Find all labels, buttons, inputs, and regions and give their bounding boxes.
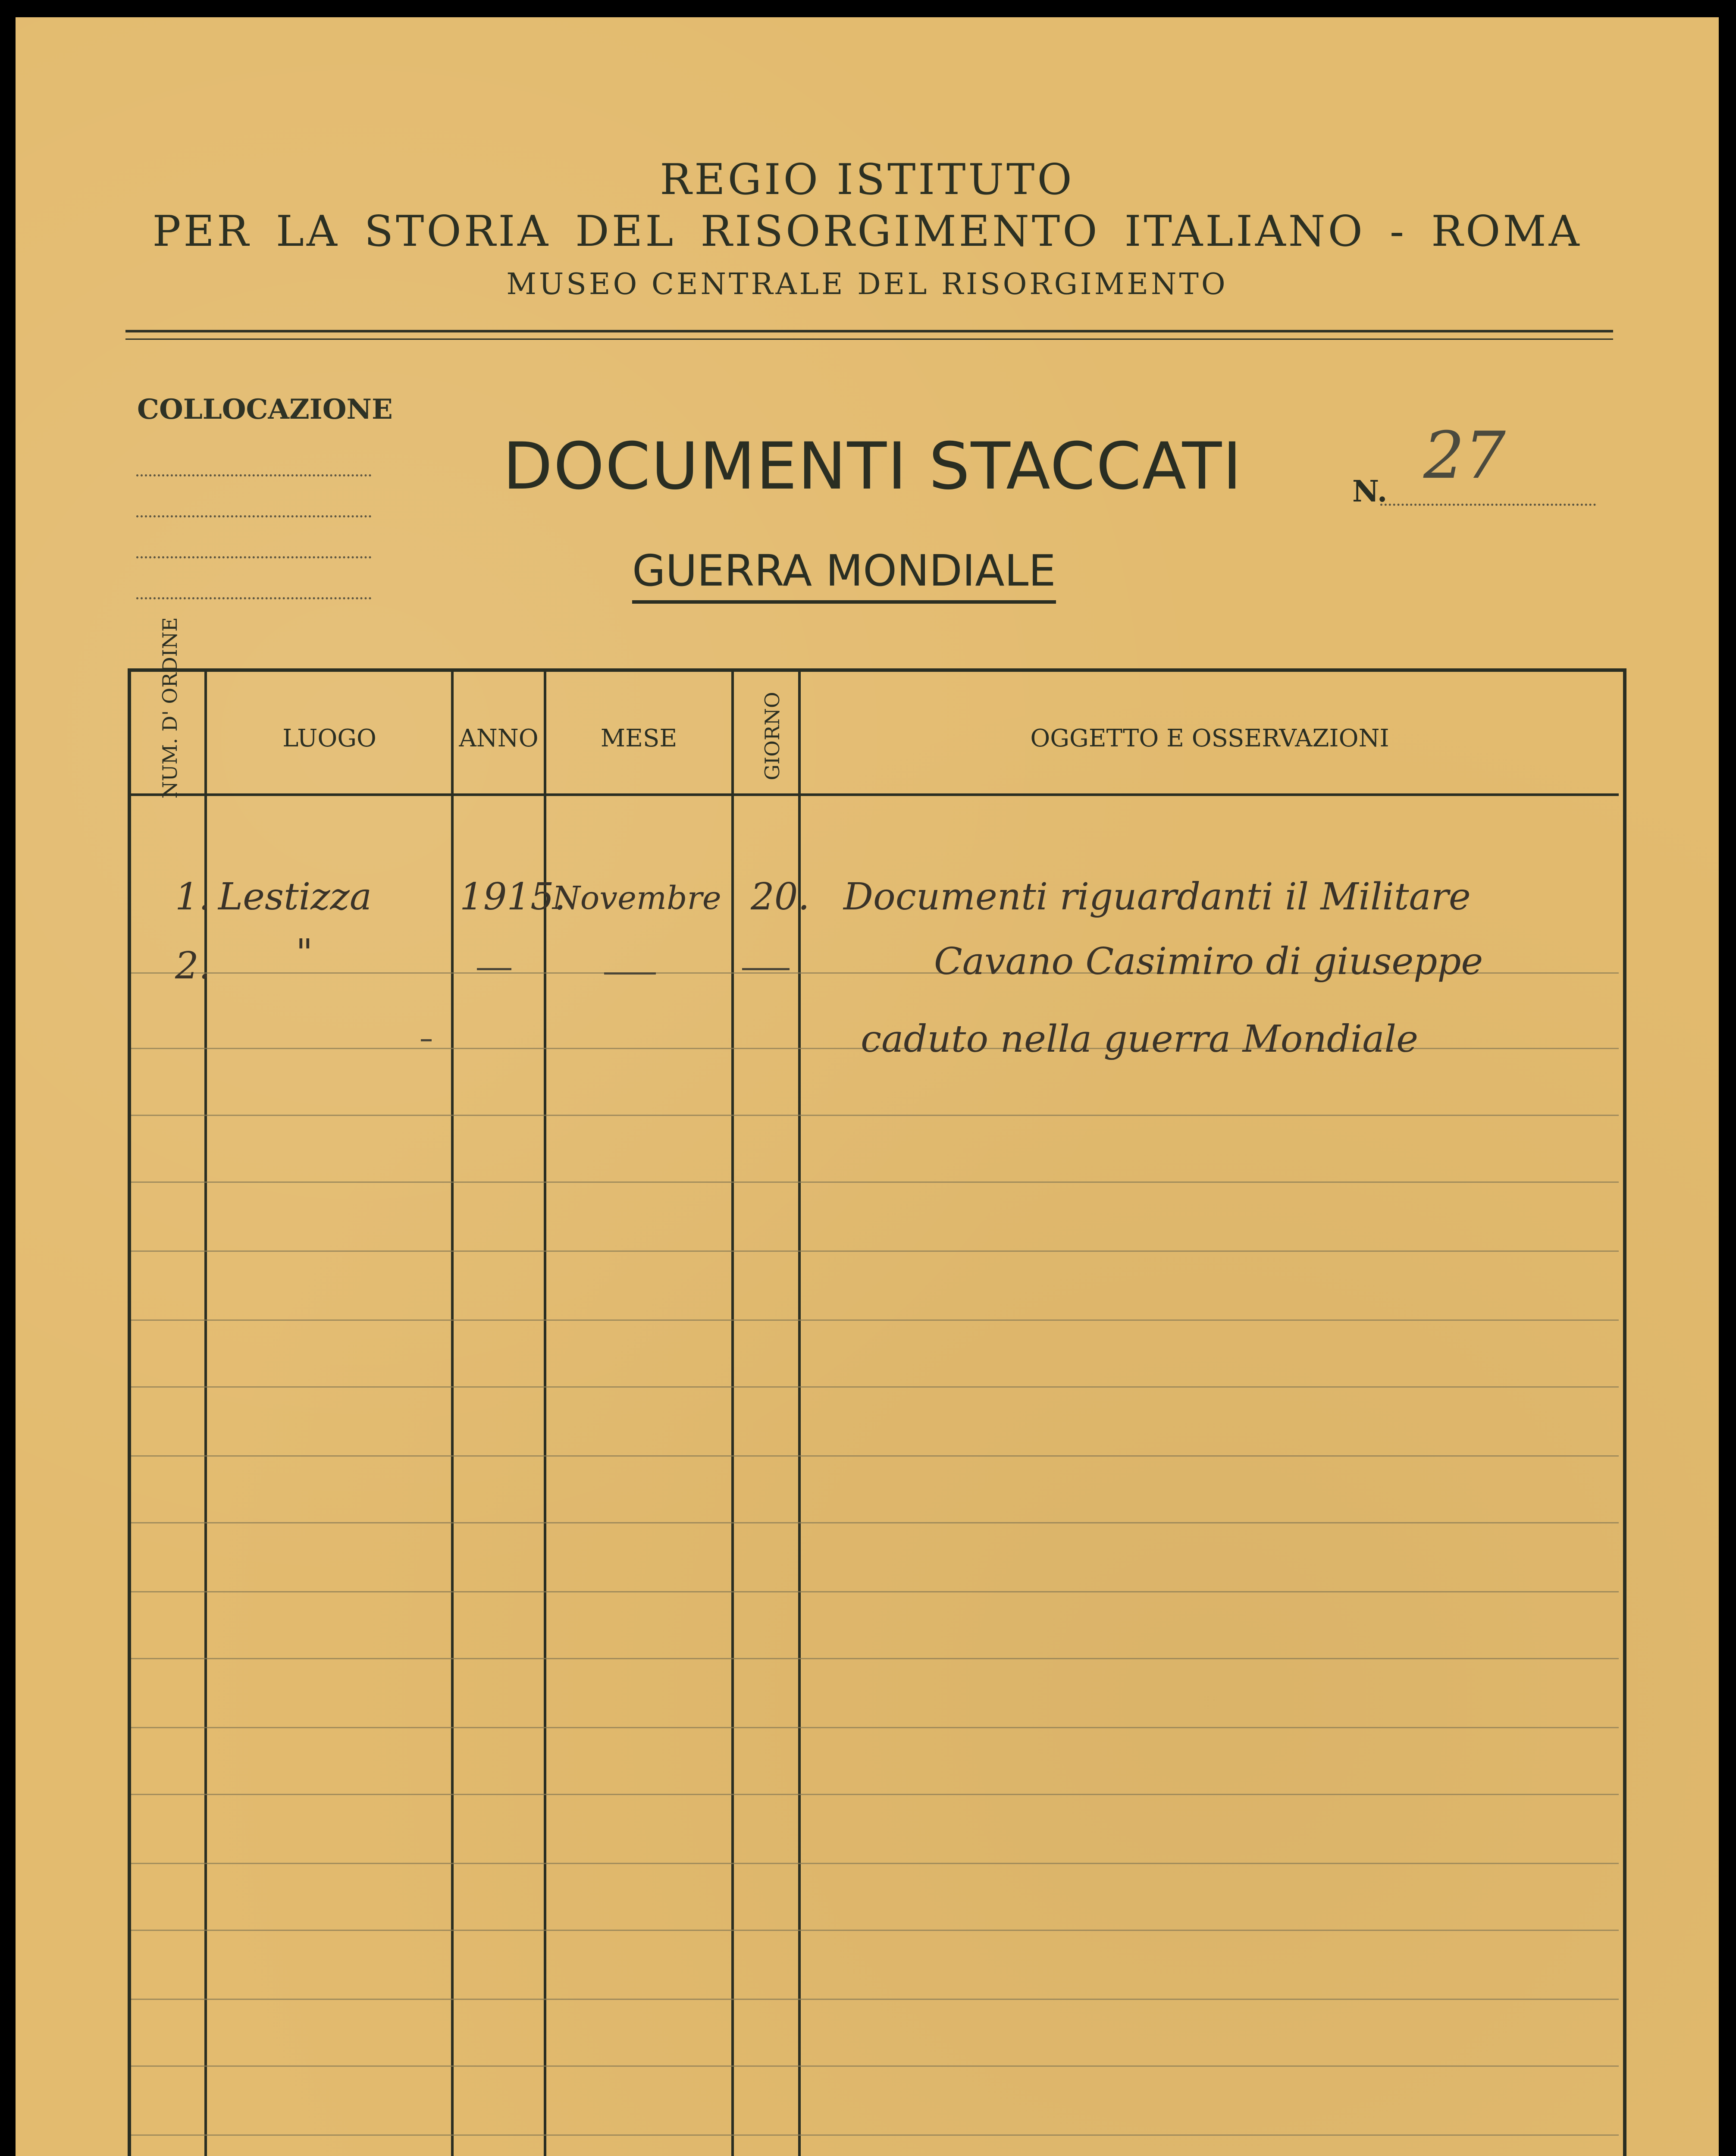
ruled-line	[131, 1794, 1619, 1795]
collocazione-line-3	[136, 556, 371, 558]
column-header-mese: MESE	[600, 724, 677, 752]
collocazione-line-1	[136, 474, 371, 476]
row-3-luogo-dash	[421, 1039, 432, 1041]
column-header-anno: ANNO	[459, 724, 539, 752]
row-1-anno: 1915.	[460, 875, 566, 918]
header-rule-bottom	[125, 338, 1613, 340]
header-line-2: PER LA STORIA DEL RISORGIMENTO ITALIANO - ROMA	[152, 207, 1582, 256]
ruled-line	[131, 2134, 1619, 2136]
header-line-3: MUSEO CENTRALE DEL RISORGIMENTO	[506, 267, 1228, 301]
collocazione-line-2	[136, 515, 371, 517]
row-2-oggetto: Cavano Casimiro di giuseppe	[934, 940, 1483, 983]
ruled-line	[131, 1455, 1619, 1457]
column-divider-luogo	[451, 668, 454, 2156]
column-header-num: NUM. D' ORDINE	[158, 617, 182, 799]
ruled-line	[131, 1522, 1619, 1523]
header-rule-top	[125, 330, 1613, 332]
column-header-oggetto: OGGETTO E OSSERVAZIONI	[1030, 724, 1389, 752]
row-2-luogo: "	[296, 931, 313, 975]
row-2-giorno-dash	[742, 968, 790, 970]
table-header-rule	[131, 793, 1619, 796]
row-1-luogo: Lestizza	[218, 875, 372, 918]
ruled-line	[131, 1999, 1619, 2000]
number-label: N.	[1352, 474, 1388, 509]
row-1-giorno: 20.	[751, 875, 810, 918]
ruled-line	[131, 1863, 1619, 1864]
ruled-line	[131, 1319, 1619, 1321]
column-header-luogo: LUOGO	[282, 724, 376, 752]
ruled-line	[131, 1250, 1619, 1252]
ruled-line	[131, 1930, 1619, 1931]
document-title: DOCUMENTI STACCATI	[503, 429, 1243, 504]
document-subtitle: GUERRA MONDIALE	[632, 545, 1056, 604]
header-line-1: REGIO ISTITUTO	[660, 155, 1075, 204]
collocazione-label: COLLOCAZIONE	[137, 393, 393, 426]
ruled-line	[131, 1727, 1619, 1728]
ruled-line	[131, 1386, 1619, 1388]
ruled-line	[131, 1658, 1619, 1659]
number-value: 27	[1423, 418, 1506, 493]
row-1-oggetto: Documenti riguardanti il Militare	[843, 875, 1471, 918]
row-3-oggetto: caduto nella guerra Mondiale	[861, 1018, 1419, 1061]
document-page	[16, 17, 1719, 2156]
ruled-line	[131, 2065, 1619, 2067]
collocazione-line-4	[136, 597, 371, 599]
row-1-num: 1.	[175, 875, 211, 918]
row-1-mese: Novembre	[552, 880, 721, 917]
ruled-line	[131, 1591, 1619, 1592]
ruled-line	[131, 1115, 1619, 1116]
number-dotted-line	[1380, 504, 1596, 506]
row-2-mese-dash	[604, 972, 656, 975]
ruled-line	[131, 1181, 1619, 1183]
row-2-anno-dash	[477, 968, 511, 970]
column-header-giorno: GIORNO	[761, 692, 784, 780]
column-divider-mese	[731, 668, 734, 2156]
row-2-num: 2.	[175, 944, 211, 987]
